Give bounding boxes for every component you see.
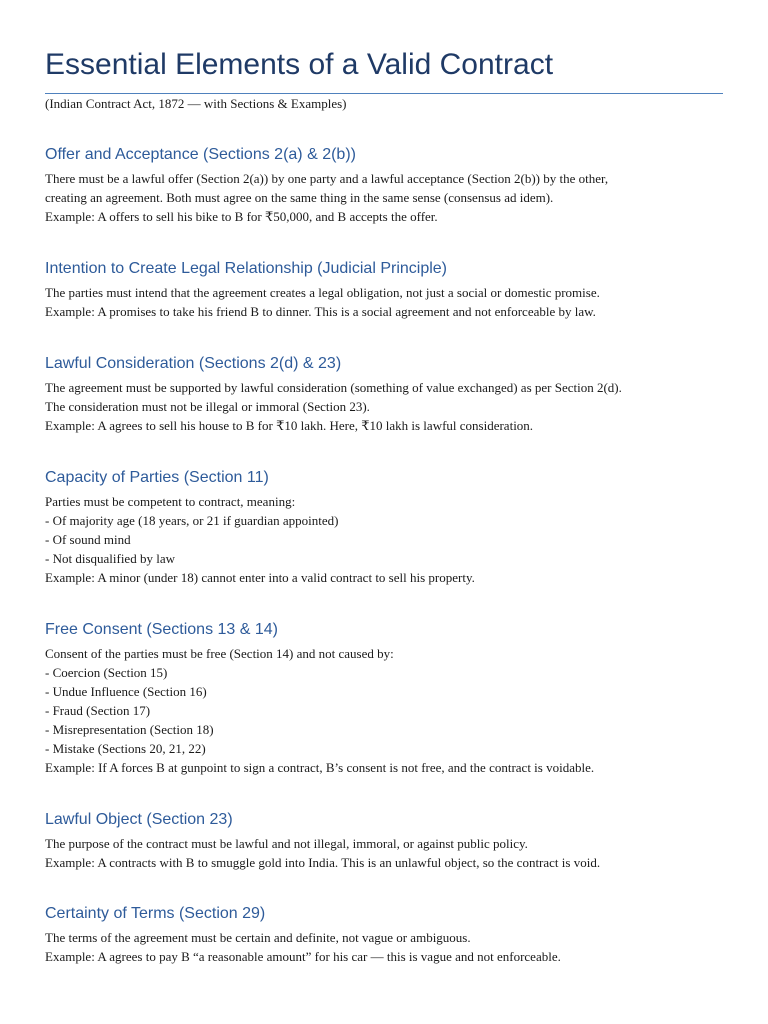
section-line: creating an agreement. Both must agree on the same thing in the same sense (consensus ad idem). [45, 190, 554, 205]
section-line: Parties must be competent to contract, meaning: [45, 494, 296, 509]
section-line: - Not disqualified by law [45, 551, 175, 566]
section-line: - Fraud (Section 17) [45, 703, 151, 718]
section-free-consent [45, 620, 735, 777]
section-line: - Mistake (Sections 20, 21, 22) [45, 741, 206, 756]
section-line: There must be a lawful offer (Section 2(a)) by one party and a lawful acceptance (Section 2(b)) by the other, [45, 171, 609, 186]
document-title: Essential Elements of a Valid Contract [45, 48, 554, 81]
section-certainty [45, 904, 735, 966]
section-line: Example: A agrees to sell his house to B for ₹10 lakh. Here, ₹10 lakh is lawful consideration. [45, 418, 534, 433]
section-line: Example: A contracts with B to smuggle gold into India. This is an unlawful object, so the contract is void. [45, 855, 601, 870]
section-line: Example: A offers to sell his bike to B for ₹50,000, and B accepts the offer. [45, 209, 438, 224]
section-heading: Lawful Object (Section 23) [45, 811, 233, 828]
section-line: The purpose of the contract must be lawful and not illegal, immoral, or against public policy. [45, 836, 528, 851]
section-line: Example: A agrees to pay B “a reasonable amount” for his car — this is vague and not enforceable. [45, 949, 561, 964]
section-line: Example: A minor (under 18) cannot enter into a valid contract to sell his property. [45, 570, 475, 585]
section-line: - Undue Influence (Section 16) [45, 684, 207, 699]
section-lawful-object [45, 810, 735, 872]
section-heading: Lawful Consideration (Sections 2(d) & 23) [45, 355, 342, 372]
section-heading: Intention to Create Legal Relationship (Judicial Principle) [45, 260, 447, 277]
section-line: The terms of the agreement must be certain and definite, not vague or ambiguous. [45, 930, 471, 945]
section-heading: Certainty of Terms (Section 29) [45, 905, 266, 922]
section-line: Example: If A forces B at gunpoint to sign a contract, B’s consent is not free, and the contract is voidable. [45, 760, 595, 775]
section-line: The consideration must not be illegal or immoral (Section 23). [45, 399, 370, 414]
section-line: - Of majority age (18 years, or 21 if guardian appointed) [45, 513, 339, 528]
section-line: - Misrepresentation (Section 18) [45, 722, 214, 737]
section-line: - Coercion (Section 15) [45, 665, 168, 680]
section-capacity [45, 468, 735, 587]
section-heading: Free Consent (Sections 13 & 14) [45, 621, 279, 638]
section-heading: Capacity of Parties (Section 11) [45, 469, 269, 486]
document-subtitle: (Indian Contract Act, 1872 — with Sections & Examples) [45, 96, 347, 111]
section-line: The parties must intend that the agreement creates a legal obligation, not just a social or domestic promise. [45, 285, 600, 300]
section-heading: Offer and Acceptance (Sections 2(a) & 2(b)) [45, 146, 356, 163]
section-line: Example: A promises to take his friend B to dinner. This is a social agreement and not enforceable by law. [45, 304, 596, 319]
section-line: Consent of the parties must be free (Section 14) and not caused by: [45, 646, 394, 661]
section-line: - Of sound mind [45, 532, 131, 547]
section-consideration [45, 354, 735, 435]
section-line: The agreement must be supported by lawful consideration (something of value exchanged) as per Section 2(d). [45, 380, 622, 395]
section-intention [45, 259, 735, 321]
section-offer-acceptance [45, 145, 735, 226]
title-rule [45, 93, 723, 94]
